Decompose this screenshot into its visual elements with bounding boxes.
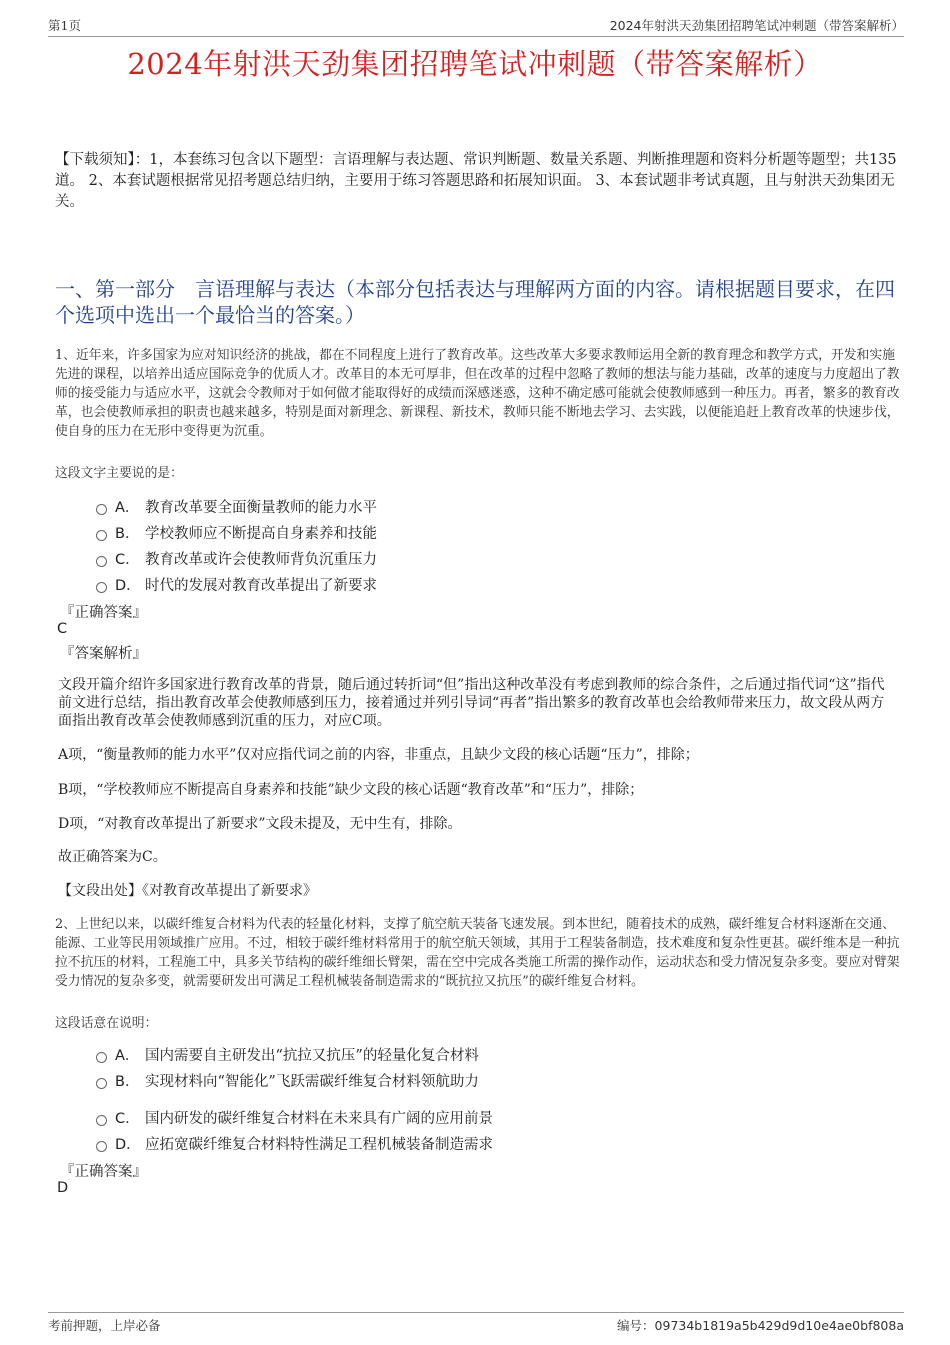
question-1-analysis-label: 『答案解析』 [60,646,147,662]
radio-icon[interactable] [96,582,107,593]
page-header [48,14,904,37]
question-2-prompt: 这段话意在说明： [55,1016,158,1031]
question-1-analysis-main: 文段开篇介绍许多国家进行教育改革的背景，随后通过转折词“但”指出这种改革没有考虑到教师的综合条件，之后通过指代词“这”指代前文进行总结，指出教育改革会使教师感到压力，接着通过并列引导词“再者”指出繁多的教育改革也会给教师带来压力，故文段从两方面指出教育改革会使教师感到沉重的压力，对应C项。 [58,677,885,729]
question-1-answer-label: 『正确答案』 [60,605,147,621]
question-1-option-d[interactable]: D． 时代的发展对教育改革提出了新要求 [96,573,377,595]
question-1-text: 1、近年来，许多国家为应对知识经济的挑战，都在不同程度上进行了教育改革。这些改革大多要求教师运用全新的教育理念和教学方式，开发和实施先进的课程，以培养出适应国际竞争的优质人才。改革目的本无可厚非，但在改革的过程中忽略了教师的想法与能力基础，改革的速度与力度超出了教师的接受能力与适应水平，这就会令教师对于如何做才能取得好的成绩而深感迷惑，这种不确定感可能就会使教师感到一种压力。再者，繁多的教育改革，也会使教师承担的职责也越来越多，特别是面对新理念、新课程、新技术，教师只能不断地去学习、去实践，以便能追赶上教育改革的快速步伐，使自身的压力在无形中变得更为沉重。 [55,348,900,439]
radio-icon[interactable] [96,1141,107,1152]
header-doc-title: 2024年射洪天劲集团招聘笔试冲刺题（带答案解析） [609,18,904,33]
question-1-option-c[interactable]: C． 教育改革或许会使教师背负沉重压力 [96,547,377,569]
question-2-text: 2、上世纪以来，以碳纤维复合材料为代表的轻量化材料，支撑了航空航天装备飞速发展。到本世纪，随着技术的成熟，碳纤维复合材料逐渐在交通、能源、工业等民用领域推广应用。不过，相较于碳纤维材料常用于的航空航天领域，其用于工程装备制造，技术难度和复杂性更甚。碳纤维本是一种抗拉不抗压的材料，工程施工中，具多关节结构的碳纤维细长臂架，需在空中完成各类施工所需的操作动作，运动状态和受力情况复杂多变。要应对臂架受力情况的复杂多变，就需要研发出可满足工程机械装备制造需求的“既抗拉又抗压”的碳纤维复合材料。 [55,917,900,989]
question-2-answer-label: 『正确答案』 [60,1164,147,1180]
question-1-option-b[interactable]: B． 学校教师应不断提高自身素养和技能 [96,521,377,543]
section-title: 一、第一部分 言语理解与表达（本部分包括表达与理解两方面的内容。请根据题目要求，在四个选项中选出一个最恰当的答案。） [55,277,895,327]
question-2-option-a[interactable]: A． 国内需要自主研发出“抗拉又抗压”的轻量化复合材料 [96,1043,479,1065]
footer-slogan: 考前押题，上岸必备 [48,1318,161,1333]
question-2-option-b[interactable]: B． 实现材料向“智能化”飞跃需碳纤维复合材料领航助力 [96,1069,479,1091]
footer-code: 编号：09734b1819a5b429d9d10e4ae0bf808a [617,1318,904,1333]
document-title: 2024年射洪天劲集团招聘笔试冲刺题（带答案解析） [127,47,823,81]
question-1-analysis-d: D项，“对教育改革提出了新要求”文段未提及，无中生有，排除。 [58,816,462,832]
download-notice: 【下载须知】：1，本套练习包含以下题型：言语理解与表达题、常识判断题、数量关系题、判断推理题和资料分析题等题型；共135道。 2、本套试题根据常见招考题总结归纳，主要用于练习答题思路和拓展知识面。 3、本套试题非考试真题，且与射洪天劲集团无关。 [55,152,897,210]
question-2-option-c[interactable]: C． 国内研发的碳纤维复合材料在未来具有广阔的应用前景 [96,1106,493,1128]
question-1-analysis-b: B项，“学校教师应不断提高自身素养和技能”缺少文段的核心话题“教育改革”和“压力”，排除； [58,782,644,798]
radio-icon[interactable] [96,504,107,515]
page-footer [48,1312,904,1334]
radio-icon[interactable] [96,556,107,567]
question-2-answer: D [57,1180,69,1196]
question-2-option-d[interactable]: D． 应拓宽碳纤维复合材料特性满足工程机械装备制造需求 [96,1132,493,1154]
question-1-analysis-a: A项，“衡量教师的能力水平”仅对应指代词之前的内容，非重点，且缺少文段的核心话题“压力”，排除； [58,747,699,763]
radio-icon[interactable] [96,530,107,541]
question-1-prompt: 这段文字主要说的是： [55,466,183,481]
radio-icon[interactable] [96,1115,107,1126]
radio-icon[interactable] [96,1052,107,1063]
radio-icon[interactable] [96,1078,107,1089]
question-1-analysis-conclusion: 故正确答案为C。 [58,849,167,865]
question-1-source: 【文段出处】《对教育改革提出了新要求》 [58,883,317,899]
question-1-option-a[interactable]: A． 教育改革要全面衡量教师的能力水平 [96,495,377,517]
page-number: 第1页 [48,18,81,33]
question-1-answer: C [57,621,68,637]
